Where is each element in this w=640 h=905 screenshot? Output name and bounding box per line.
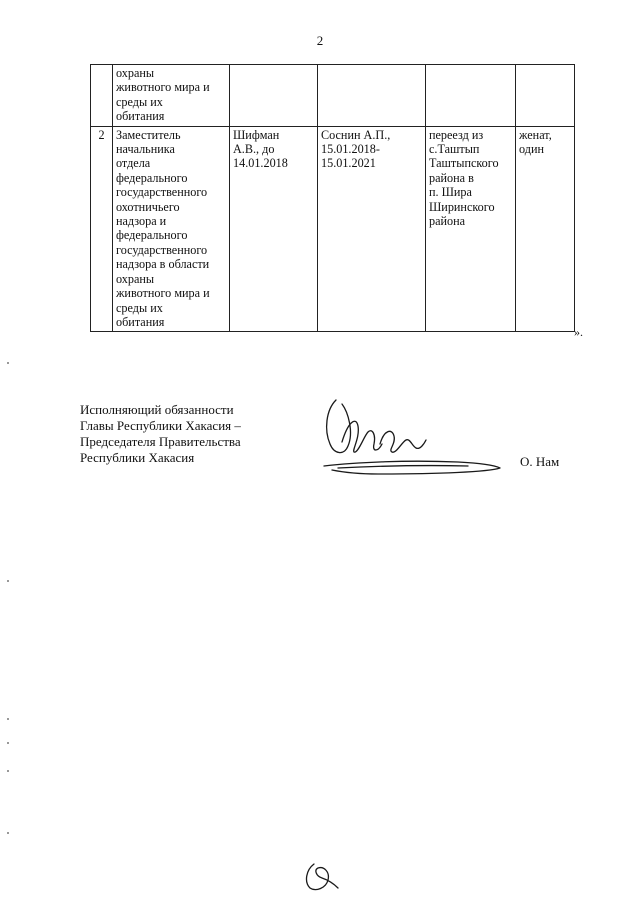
reason-cell: переезд из с.Таштып Таштыпского района в п. Шира Ширинского района [426, 126, 516, 332]
signatory-title: Исполняющий обязанности Главы Республики Хакасия – Председателя Правительства Республики Хакасия [80, 402, 241, 465]
handwritten-initials [300, 858, 340, 894]
family-cell [516, 65, 575, 127]
scan-speck [7, 742, 9, 744]
scan-speck [7, 832, 9, 834]
scan-speck [7, 718, 9, 720]
table-row [91, 126, 575, 332]
closing-quote: ». [574, 325, 583, 339]
family-cell: женат, один [516, 126, 575, 332]
previous-holder-cell [230, 65, 318, 127]
previous-holder-cell: Шифман А.В., до 14.01.2018 [230, 126, 318, 332]
signer-name: О. Нам [520, 454, 560, 469]
appointments-table [90, 64, 575, 332]
row-number-cell: 2 [91, 126, 113, 332]
handwritten-signature [318, 392, 518, 482]
scan-speck [7, 362, 9, 364]
scan-speck [7, 580, 9, 582]
page-number: 2 [316, 33, 324, 48]
position-cell: охраны животного мира и среды их обитания [113, 65, 230, 127]
table-row [91, 65, 575, 127]
new-holder-cell [318, 65, 426, 127]
position-cell: Заместитель начальника отдела федерального государственного охотничьего надзора и федерального государственного надзора в области охраны животного мира и среды их обитания [113, 126, 230, 332]
reason-cell [426, 65, 516, 127]
row-number-cell [91, 65, 113, 127]
new-holder-cell: Соснин А.П., 15.01.2018- 15.01.2021 [318, 126, 426, 332]
scan-speck [7, 770, 9, 772]
